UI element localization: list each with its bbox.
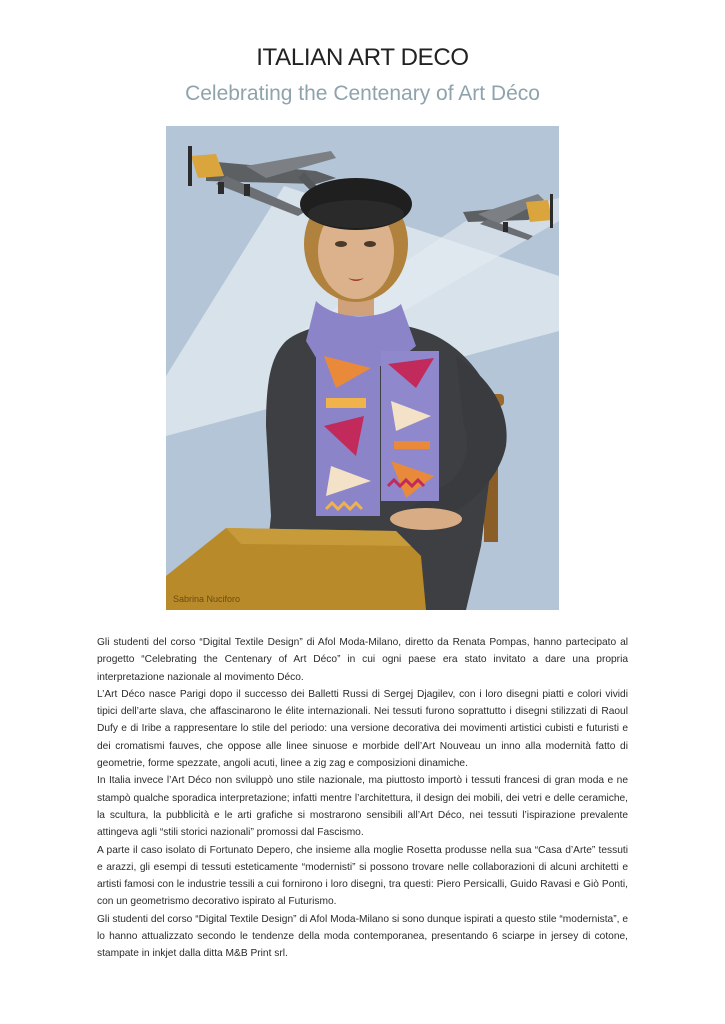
paragraph: A parte il caso isolato di Fortunato Depero, che insieme alla moglie Rosetta produsse nella sua “Casa d’Arte” tessuti e arazzi, gli esempi di tessuti esteticamente “modernisti” si possono trovare nelle collaborazioni di alcuni architetti e artisti famosi con le industrie tessili a cui fornirono i loro disegni, tra questi: Piero Persicalli, Guido Ravasi e Giò Ponti, con un geometrismo decorativo ispirato al Futurismo.: [97, 844, 628, 908]
paragraph: Gli studenti del corso “Digital Textile Design” di Afol Moda-Milano si sono dunque ispirati a questo stile “modernista”, e lo hanno attualizzato secondo le tendenze della moda contemporanea, presentando 6 sciarpe in jersey di cotone, stampate in inkjet dalla ditta M&B Print srl.: [97, 913, 628, 960]
eye-left: [335, 241, 347, 247]
artist-credit: Sabrina Nuciforo: [173, 594, 241, 604]
artwork-illustration: [166, 126, 559, 610]
article-body: [97, 634, 628, 963]
page-title: ITALIAN ART DECO: [256, 44, 469, 71]
paragraph: L’Art Déco nasce Parigi dopo il successo dei Balletti Russi di Sergej Djagilev, con i loro disegni piatti e colori vividi tipici dell’arte slava, che affascinarono le élite internazionali. Nei tessuti furono soprattutto i disegni stilizzati di Raoul Dufy e di Iribe a rappresentare lo stile del periodo: una versione decorativa dei movimenti artistici cubisti e futuristi e dei cromatismi fauves, che oppose alle linee sinuose e morbide dell’Art Nouveau un inno alla modernità fatto di geometrie, forme spezzate, angoli acuti, linee a zig zag e composizioni dinamiche.: [97, 688, 628, 770]
eye-right: [364, 241, 376, 247]
artwork-canvas: [166, 126, 559, 610]
hands: [390, 508, 462, 530]
paragraph: In Italia invece l’Art Déco non sviluppò uno stile nazionale, ma piuttosto importò i tessuti francesi di gran moda e ne stampò qualche sporadica interpretazione; infatti mentre l’architettura, il design dei mobili, dei vetri e delle ceramiche, la scultura, la pubblicità e le arti grafiche si mostrarono sensibili all’Art Déco, nei tessuti l’ispirazione prevalente attingeva agli “stili storici nazionali” promossi dal Fascismo.: [97, 775, 628, 839]
page-subtitle: Celebrating the Centenary of Art Déco: [185, 82, 540, 105]
paragraph: Gli studenti del corso “Digital Textile Design” di Afol Moda-Milano, diretto da Renata Pompas, hanno partecipato al progetto “Celebrating the Centenary of Art Déco” in cui ogni paese era stato invitato a dare una propria interpretazione nazionale al movimento Déco.: [97, 637, 628, 683]
